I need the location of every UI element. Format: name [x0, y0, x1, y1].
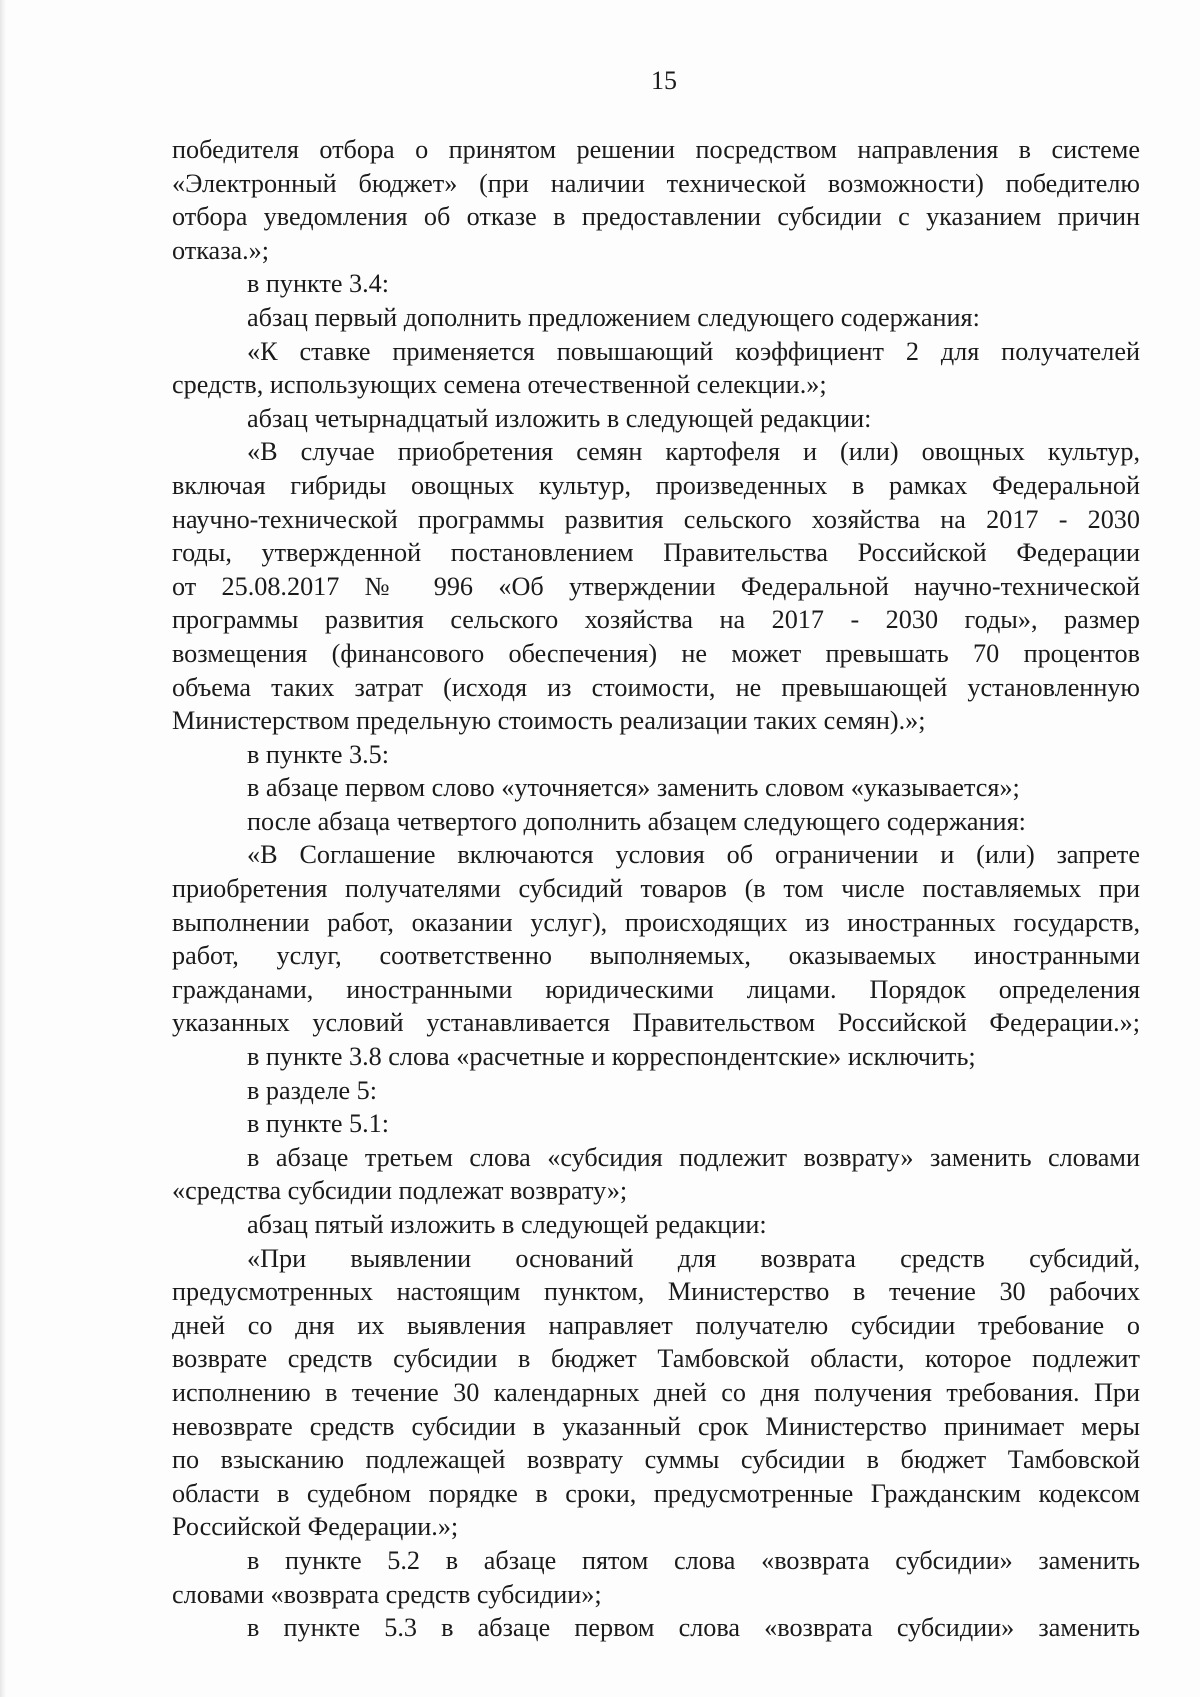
- text-line: годы, утвержденной постановлением Правительства Российской Федерации: [172, 538, 1140, 568]
- text-line: после абзаца четвертого дополнить абзацем следующего содержания:: [247, 806, 1026, 836]
- text-line: исполнению в течение 30 календарных дней со дня получения требования. При: [172, 1377, 1140, 1407]
- text-line: в абзаце первом слово «уточняется» заменить словом «указывается»;: [247, 773, 1020, 803]
- text-line: возврате средств субсидии в бюджет Тамбовской области, которое подлежит: [172, 1344, 1140, 1374]
- text-line: по взысканию подлежащей возврату суммы субсидии в бюджет Тамбовской: [172, 1445, 1140, 1475]
- text-line: абзац четырнадцатый изложить в следующей редакции:: [247, 403, 872, 433]
- text-line: невозврате средств субсидии в указанный срок Министерство принимает меры: [172, 1411, 1140, 1441]
- text-line: «К ставке применяется повышающий коэффициент 2 для получателей: [247, 336, 1140, 366]
- text-line: в разделе 5:: [247, 1075, 378, 1105]
- text-line: дней со дня их выявления направляет получателю субсидии требование о: [172, 1310, 1140, 1340]
- text-line: в пункте 5.2 в абзаце пятом слова «возврата субсидии» заменить: [247, 1545, 1140, 1575]
- text-line: возмещения (финансового обеспечения) не может превышать 70 процентов: [172, 638, 1140, 668]
- text-line: Российской Федерации.»;: [172, 1512, 459, 1542]
- text-line: словами «возврата средств субсидии»;: [172, 1579, 602, 1609]
- text-line: в пункте 3.5:: [247, 739, 390, 769]
- text-line: отбора уведомления об отказе в предоставлении субсидии с указанием причин: [172, 202, 1140, 232]
- text-line: «В случае приобретения семян картофеля и (или) овощных культур,: [247, 437, 1140, 467]
- text-line: предусмотренных настоящим пунктом, Министерство в течение 30 рабочих: [172, 1277, 1140, 1307]
- text-line: в пункте 3.4:: [247, 269, 390, 299]
- text-line: научно-технической программы развития сельского хозяйства на 2017 - 2030: [172, 504, 1140, 534]
- text-line: области в судебном порядке в сроки, предусмотренные Гражданским кодексом: [172, 1478, 1140, 1508]
- text-line: приобретения получателями субсидий товаров (в том числе поставляемых при: [172, 874, 1140, 904]
- page-number: 15: [651, 66, 677, 95]
- text-line: от 25.08.2017 № 996 «Об утверждении Федеральной научно-технической: [172, 571, 1140, 601]
- text-line: победителя отбора о принятом решении посредством направления в системе: [172, 135, 1140, 164]
- text-line: «В Соглашение включаются условия об ограничении и (или) запрете: [247, 840, 1140, 870]
- text-line: в абзаце третьем слова «субсидия подлежит возврату» заменить словами: [247, 1142, 1140, 1172]
- text-line: абзац первый дополнить предложением следующего содержания:: [247, 302, 980, 332]
- text-line: программы развития сельского хозяйства на 2017 - 2030 годы», размер: [172, 605, 1140, 635]
- text-line: «При выявлении оснований для возврата средств субсидий,: [247, 1243, 1140, 1273]
- text-line: гражданами, иностранными юридическими лицами. Порядок определения: [172, 974, 1140, 1004]
- text-line: Министерством предельную стоимость реализации таких семян).»;: [172, 706, 926, 736]
- text-line: в пункте 5.1:: [247, 1109, 390, 1139]
- text-line: в пункте 5.3 в абзаце первом слова «возврата субсидии» заменить: [247, 1613, 1140, 1643]
- text-line: отказа.»;: [172, 235, 270, 265]
- text-line: средств, использующих семена отечественной селекции.»;: [172, 370, 827, 400]
- text-line: «Электронный бюджет» (при наличии технической возможности) победителю: [172, 168, 1140, 198]
- text-line: выполнении работ, оказании услуг), происходящих из иностранных государств,: [172, 907, 1140, 937]
- text-line: в пункте 3.8 слова «расчетные и корреспондентские» исключить;: [247, 1042, 976, 1072]
- text-line: «средства субсидии подлежат возврату»;: [172, 1176, 628, 1206]
- text-line: объема таких затрат (исходя из стоимости, не превышающей установленную: [172, 672, 1140, 702]
- document-body: [172, 133, 1140, 1645]
- text-line: работ, услуг, соответственно выполняемых, оказываемых иностранными: [172, 941, 1140, 971]
- scan-edge-shadow: [0, 0, 6, 1697]
- text-line: абзац пятый изложить в следующей редакции:: [247, 1210, 767, 1239]
- text-line: указанных условий устанавливается Правительством Российской Федерации.»;: [172, 1008, 1140, 1038]
- text-line: включая гибриды овощных культур, произведенных в рамках Федеральной: [172, 470, 1140, 500]
